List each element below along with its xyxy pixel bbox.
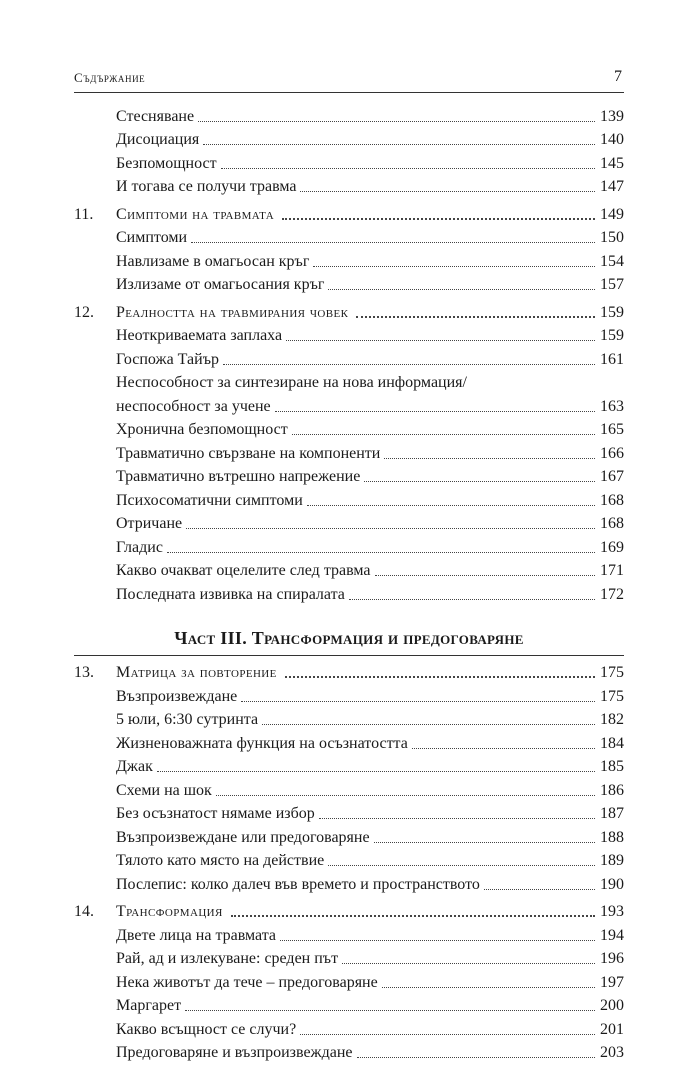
- toc-entry[interactable]: [74, 1040, 624, 1064]
- chapter-page: 159: [600, 303, 624, 321]
- dot-leader: [300, 191, 595, 192]
- toc-entry[interactable]: [74, 558, 624, 582]
- chapter-title: Трансформация: [116, 903, 223, 920]
- entry-title: Отричане: [116, 515, 183, 532]
- entry-page: 154: [600, 252, 624, 270]
- entry-title: Схеми на шок: [116, 781, 212, 799]
- dot-leader: [300, 1034, 595, 1035]
- toc-entry[interactable]: [74, 824, 624, 848]
- dot-leader: [191, 242, 595, 243]
- dot-leader: [484, 889, 595, 890]
- dot-leader: [185, 1010, 595, 1011]
- section-block: [74, 225, 624, 296]
- entry-title: Жизненоважната функция на осъзнатостта: [116, 734, 408, 752]
- entry-title: Нека животът да тече – предоговаряне: [116, 973, 378, 991]
- dot-leader: [157, 771, 595, 772]
- dot-leader: [282, 218, 595, 220]
- entry-page: 190: [600, 875, 624, 893]
- entry-title: Какво очакват оцелелите след травма: [116, 562, 371, 579]
- entry-page: 189: [600, 852, 624, 869]
- entry-title: Стесняване: [116, 107, 195, 125]
- entry-page: 196: [600, 950, 624, 967]
- toc-entry[interactable]: [74, 683, 624, 707]
- entry-title: Неспособност за синтезиране на нова информация/: [116, 374, 467, 391]
- entry-page: 194: [600, 926, 624, 944]
- toc-chapter-14[interactable]: [74, 899, 624, 923]
- entry-title: Симптоми: [116, 229, 188, 246]
- dot-leader: [262, 724, 595, 725]
- entry-page: 168: [600, 491, 624, 509]
- page-number: 7: [614, 68, 622, 85]
- entry-page: 186: [600, 781, 624, 799]
- entry-title: 5 юли, 6:30 сутринта: [116, 711, 259, 728]
- chapter-number: 12.: [74, 303, 94, 321]
- toc-entry[interactable]: [74, 487, 624, 511]
- entry-page: 167: [600, 468, 624, 485]
- dot-leader: [285, 676, 595, 678]
- part-title: Част III. Трансформация и предоговаряне: [174, 627, 524, 648]
- toc-entry[interactable]: [74, 511, 624, 535]
- toc-entry[interactable]: [74, 323, 624, 347]
- entry-page: 201: [600, 1020, 624, 1038]
- toc-entry[interactable]: [74, 581, 624, 605]
- entry-title: неспособност за учене: [116, 397, 271, 415]
- chapter-number: 14.: [74, 903, 94, 920]
- dot-leader: [328, 289, 595, 290]
- entry-title: Джак: [116, 758, 153, 775]
- toc-entry[interactable]: [74, 534, 624, 558]
- entry-page: 172: [600, 585, 624, 603]
- entry-page: 203: [600, 1044, 624, 1061]
- toc-entry[interactable]: [74, 346, 624, 370]
- part-rule: [74, 655, 624, 656]
- toc-entry[interactable]: [74, 1016, 624, 1040]
- dot-leader: [342, 963, 595, 964]
- toc-entry[interactable]: [74, 707, 624, 731]
- dot-leader: [221, 168, 595, 169]
- toc-entry[interactable]: [74, 871, 624, 895]
- chapter-number: 13.: [74, 664, 94, 681]
- toc-chapter-11[interactable]: [74, 201, 624, 225]
- chapter-page: 149: [600, 205, 624, 223]
- dot-leader: [203, 144, 595, 145]
- entry-title: Последната извивка на спиралата: [116, 585, 345, 603]
- section-block: [74, 323, 624, 370]
- toc-entry[interactable]: [74, 127, 624, 151]
- dot-leader: [167, 552, 595, 553]
- entry-title: Послепис: колко далеч във времето и пространството: [116, 875, 480, 893]
- entry-title: Какво всъщност се случи?: [116, 1020, 297, 1038]
- dot-leader: [223, 364, 595, 365]
- entry-title: Неоткриваемата заплаха: [116, 327, 283, 344]
- dot-leader: [286, 340, 595, 341]
- toc-entry[interactable]: [74, 440, 624, 464]
- entry-title: Навлизаме в омагьосан кръг: [116, 252, 310, 270]
- entry-page: 165: [600, 421, 624, 438]
- chapter-page: 175: [600, 664, 624, 681]
- entry-title: Психосоматични симптоми: [116, 491, 303, 509]
- dot-leader: [412, 748, 595, 749]
- page-header: [74, 68, 624, 92]
- toc-entry[interactable]: [74, 848, 624, 872]
- dot-leader: [382, 987, 595, 988]
- entry-title: Без осъзнатост нямаме избор: [116, 805, 315, 822]
- dot-leader: [384, 458, 595, 459]
- toc-entry[interactable]: [74, 730, 624, 754]
- entry-page: 200: [600, 997, 624, 1014]
- entry-title: Хронична безпомощност: [116, 421, 288, 438]
- entry-page: 163: [600, 397, 624, 415]
- entry-title: Предоговаряне и възпроизвеждане: [116, 1044, 353, 1061]
- dot-leader: [349, 599, 595, 600]
- entry-page: 171: [600, 562, 624, 579]
- toc-entry[interactable]: [74, 946, 624, 970]
- toc-entry-line1[interactable]: [74, 370, 624, 394]
- dot-leader: [186, 528, 595, 529]
- entry-title: Излизаме от омагьосания кръг: [116, 276, 325, 293]
- section-block: [74, 103, 624, 197]
- entry-page: 197: [600, 973, 624, 991]
- running-head: Съдържание: [74, 70, 146, 85]
- toc-entry[interactable]: [74, 801, 624, 825]
- entry-title: Травматично свързване на компоненти: [116, 444, 381, 462]
- dot-leader: [364, 481, 595, 482]
- dot-leader: [241, 701, 595, 702]
- entry-title: Рай, ад и излекуване: среден път: [116, 950, 339, 967]
- dot-leader: [356, 316, 595, 318]
- entry-page: 188: [600, 828, 624, 846]
- entry-page: 185: [600, 758, 624, 775]
- chapter-page: 193: [600, 903, 624, 920]
- header-rule: [74, 92, 624, 93]
- entry-title: Гладис: [116, 538, 163, 556]
- toc-entry[interactable]: [74, 272, 624, 296]
- toc-entry[interactable]: [74, 103, 624, 127]
- dot-leader: [374, 842, 595, 843]
- chapter-title: Матрица за повторение: [116, 664, 277, 681]
- entry-title: Травматично вътрешно напрежение: [116, 468, 361, 485]
- table-of-contents: [74, 103, 624, 1063]
- dot-leader: [198, 121, 595, 122]
- toc-entry[interactable]: [74, 225, 624, 249]
- section-block: [74, 922, 624, 1063]
- entry-page: 157: [600, 276, 624, 293]
- dot-leader: [292, 434, 595, 435]
- chapter-title: Симптоми на травмата: [116, 205, 275, 223]
- toc-entry[interactable]: [74, 993, 624, 1017]
- section-block: [74, 683, 624, 895]
- entry-page: 139: [600, 107, 624, 125]
- entry-page: 159: [600, 327, 624, 344]
- dot-leader: [375, 575, 595, 576]
- entry-page: 187: [600, 805, 624, 822]
- entry-page: 161: [600, 350, 624, 368]
- entry-title: Тялото като място на действие: [116, 852, 325, 869]
- entry-page: 150: [600, 229, 624, 246]
- dot-leader: [319, 818, 595, 819]
- chapter-number: 11.: [74, 205, 94, 223]
- entry-page: 168: [600, 515, 624, 532]
- entry-page: 182: [600, 711, 624, 728]
- entry-title: И тогава се получи травма: [116, 178, 297, 195]
- entry-page: 145: [600, 154, 624, 172]
- entry-page: 184: [600, 734, 624, 752]
- entry-title: Госпожа Тайър: [116, 350, 219, 368]
- entry-page: 147: [600, 178, 624, 195]
- toc-entry[interactable]: [74, 150, 624, 174]
- entry-page: 140: [600, 131, 624, 148]
- entry-title: Възпроизвеждане: [116, 687, 238, 705]
- entry-page: 166: [600, 444, 624, 462]
- chapter-title: Реалността на травмирания човек: [116, 303, 349, 321]
- toc-entry[interactable]: [74, 969, 624, 993]
- entry-title: Дисоциация: [116, 131, 200, 148]
- dot-leader: [328, 865, 595, 866]
- toc-entry[interactable]: [74, 248, 624, 272]
- dot-leader: [313, 266, 595, 267]
- toc-entry[interactable]: [74, 464, 624, 488]
- dot-leader: [280, 940, 595, 941]
- entry-title: Двете лица на травмата: [116, 926, 277, 944]
- dot-leader: [275, 411, 595, 412]
- toc-entry[interactable]: [74, 754, 624, 778]
- dot-leader: [357, 1057, 596, 1058]
- dot-leader: [231, 915, 595, 917]
- entry-page: 175: [600, 687, 624, 705]
- dot-leader: [216, 795, 595, 796]
- toc-chapter-12[interactable]: [74, 299, 624, 323]
- toc-entry-line2[interactable]: [74, 393, 624, 417]
- toc-entry[interactable]: [74, 174, 624, 198]
- entry-title: Маргарет: [116, 997, 182, 1014]
- toc-entry[interactable]: [74, 777, 624, 801]
- entry-page: 169: [600, 538, 624, 556]
- dot-leader: [307, 505, 595, 506]
- toc-entry[interactable]: [74, 417, 624, 441]
- toc-chapter-13[interactable]: [74, 660, 624, 684]
- entry-title: Безпомощност: [116, 154, 217, 172]
- entry-title: Възпроизвеждане или предоговаряне: [116, 828, 370, 846]
- section-block: [74, 417, 624, 605]
- toc-entry[interactable]: [74, 922, 624, 946]
